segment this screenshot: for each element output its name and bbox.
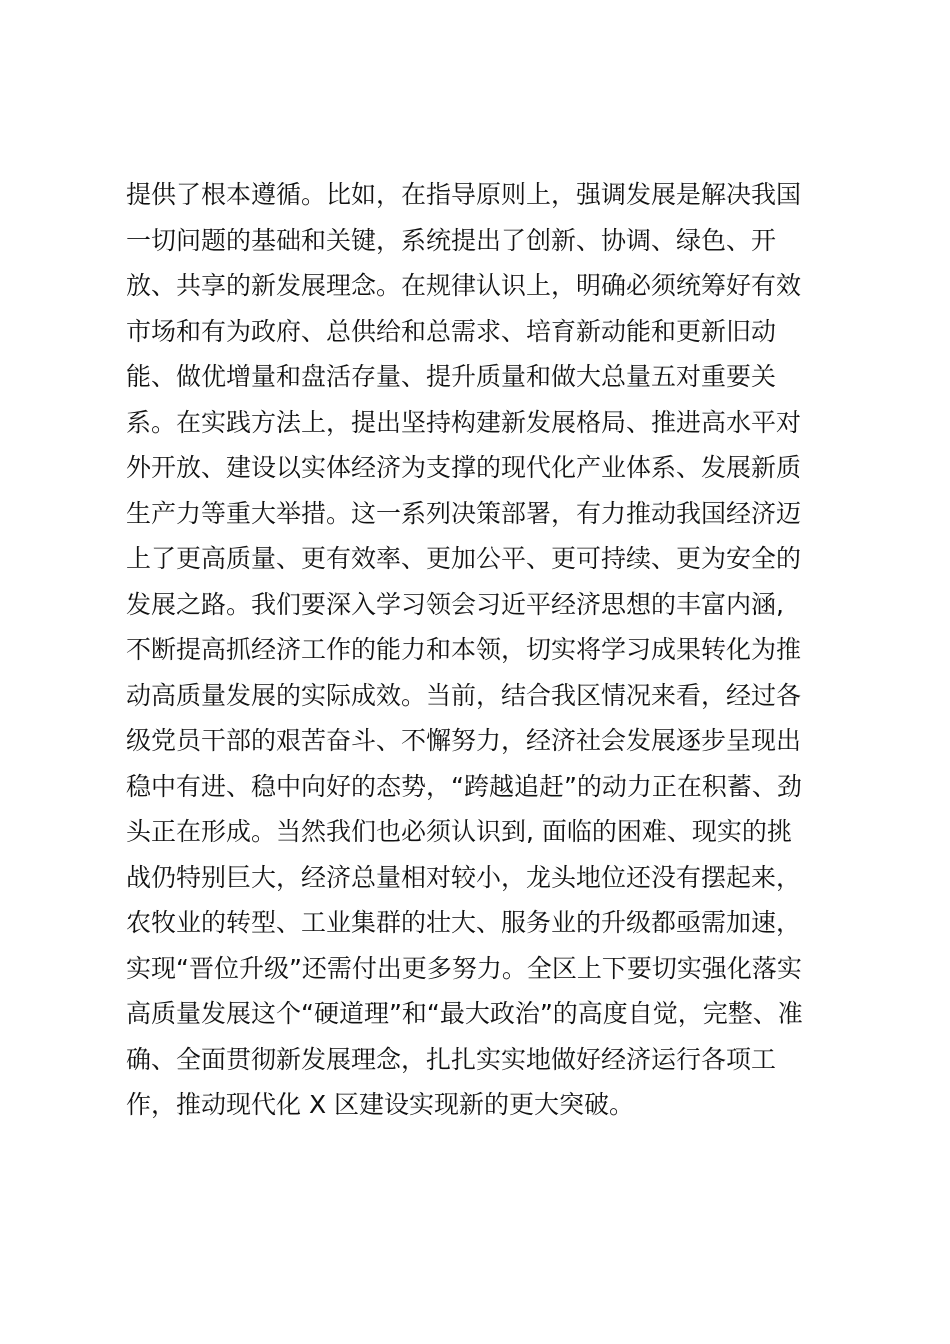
text-line: 作，推动现代化 X 区建设实现新的更大突破。 — [126, 1090, 635, 1119]
text-line: 上了更高质量、更有效率、更加公平、更可持续、更为安全的 — [126, 544, 802, 573]
text-line: 高质量发展这个“硬道理”和“最大政治”的高度自觉，完整、准 — [126, 999, 803, 1028]
text-line: 一切问题的基础和关键，系统提出了创新、协调、绿色、开 — [126, 225, 777, 255]
text-line: 战仍特别巨大，经济总量相对较小，龙头地位还没有摆起来， — [126, 862, 802, 892]
text-line: 头正在形成。当然我们也必须认识到, 面临的困难、现实的挑 — [126, 817, 792, 846]
text-line: 外开放、建设以实体经济为支撑的现代化产业体系、发展新质 — [126, 453, 802, 482]
text-line: 农牧业的转型、工业集群的壮大、服务业的升级都亟需加速， — [126, 908, 802, 937]
text-line: 稳中有进、稳中向好的态势，“跨越追赶”的动力正在积蓄、劲 — [126, 771, 802, 801]
text-line: 级党员干部的艰苦奋斗、不懈努力，经济社会发展逐步呈现出 — [126, 726, 802, 755]
text-line: 实现“晋位升级”还需付出更多努力。全区上下要切实强化落实 — [126, 953, 802, 983]
text-line: 不断提高抓经济工作的能力和本领，切实将学习成果转化为推 — [126, 635, 802, 664]
text-line: 放、共享的新发展理念。在规律认识上，明确必须统筹好有效 — [126, 271, 802, 300]
text-line: 能、做优增量和盘活存量、提升质量和做大总量五对重要关 — [126, 362, 777, 391]
text-line: 发展之路。我们要深入学习领会习近平经济思想的丰富内涵, — [126, 589, 784, 619]
text-line: 提供了根本遵循。比如，在指导原则上，强调发展是解决我国 — [126, 180, 802, 209]
body-paragraph — [126, 172, 826, 1128]
text-line: 系。在实践方法上，提出坚持构建新发展格局、推进高水平对 — [126, 407, 802, 437]
text-line: 动高质量发展的实际成效。当前，结合我区情况来看，经过各 — [126, 680, 802, 710]
text-line: 市场和有为政府、总供给和总需求、培育新动能和更新旧动 — [126, 316, 777, 346]
text-line: 确、全面贯彻新发展理念，扎扎实实地做好经济运行各项工 — [126, 1044, 777, 1074]
text-line: 生产力等重大举措。这一系列决策部署，有力推动我国经济迈 — [126, 498, 802, 528]
